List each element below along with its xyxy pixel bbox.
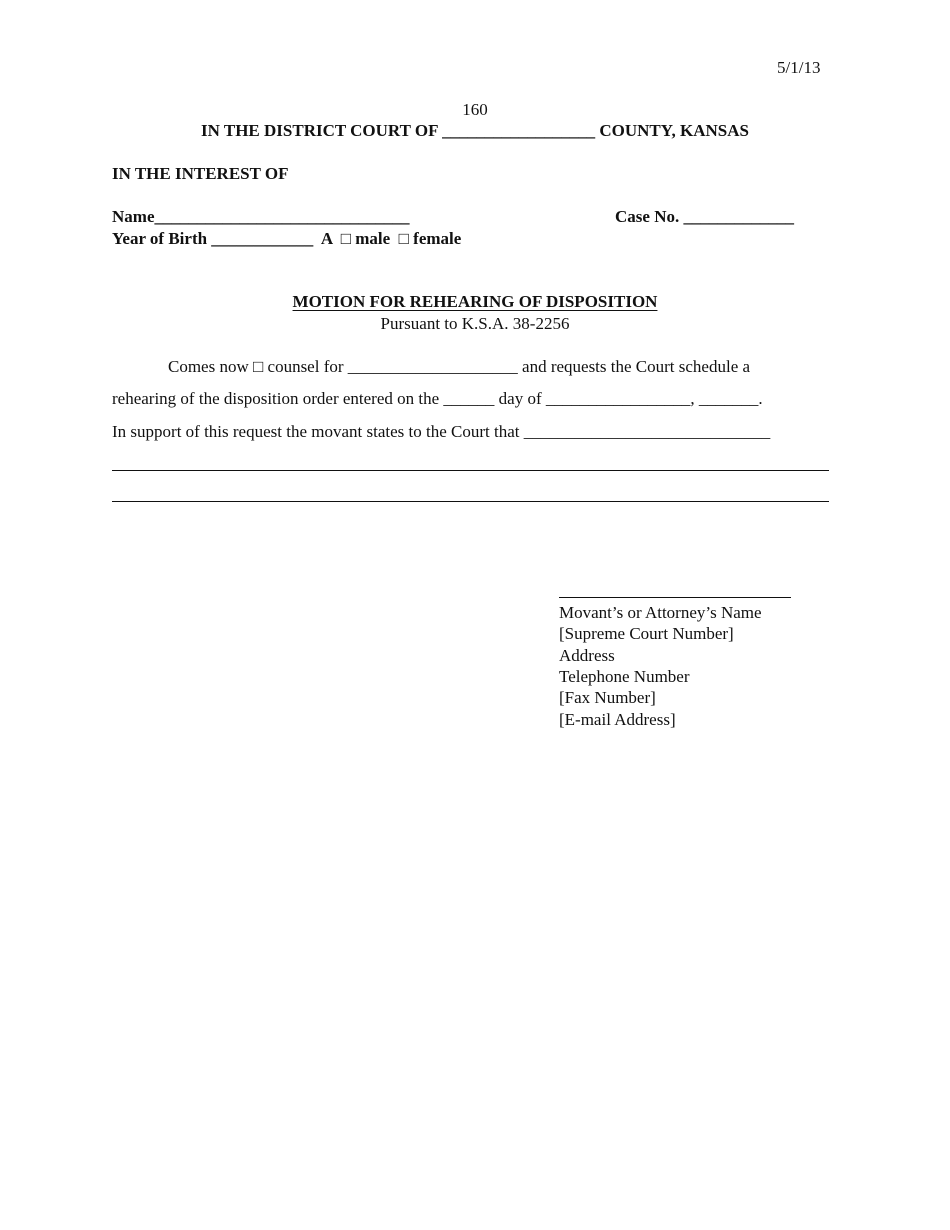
blank-rule-2 xyxy=(112,501,829,502)
signature-supreme-court-number: [Supreme Court Number] xyxy=(559,624,734,643)
court-heading: IN THE DISTRICT COURT OF __________________ COUNTY, KANSAS xyxy=(201,121,749,140)
case-number-field-line: Case No. _____________ xyxy=(615,207,794,226)
signature-telephone: Telephone Number xyxy=(559,667,690,686)
motion-body-line-3: In support of this request the movant states to the Court that _____________________________ xyxy=(112,422,771,441)
motion-body-line-1: Comes now □ counsel for ____________________ and requests the Court schedule a xyxy=(168,357,751,376)
motion-body-line-2: rehearing of the disposition order entered on the ______ day of _________________, _______. xyxy=(112,389,763,408)
name-field-line: Name______________________________ xyxy=(112,207,410,226)
signature-movant-name: Movant’s or Attorney’s Name xyxy=(559,603,762,622)
signature-address: Address xyxy=(559,646,615,665)
form-date: 5/1/13 xyxy=(777,58,821,77)
signature-rule xyxy=(559,597,791,598)
motion-title: MOTION FOR REHEARING OF DISPOSITION xyxy=(292,292,658,311)
year-of-birth-sex-line: Year of Birth ____________ A □ male □ female xyxy=(112,229,462,248)
signature-fax: [Fax Number] xyxy=(559,688,656,707)
in-the-interest-of-heading: IN THE INTEREST OF xyxy=(112,164,289,183)
motion-subtitle: Pursuant to K.S.A. 38-2256 xyxy=(380,314,570,333)
form-number: 160 xyxy=(462,100,488,119)
signature-email: [E-mail Address] xyxy=(559,710,676,729)
blank-rule-1 xyxy=(112,470,829,471)
